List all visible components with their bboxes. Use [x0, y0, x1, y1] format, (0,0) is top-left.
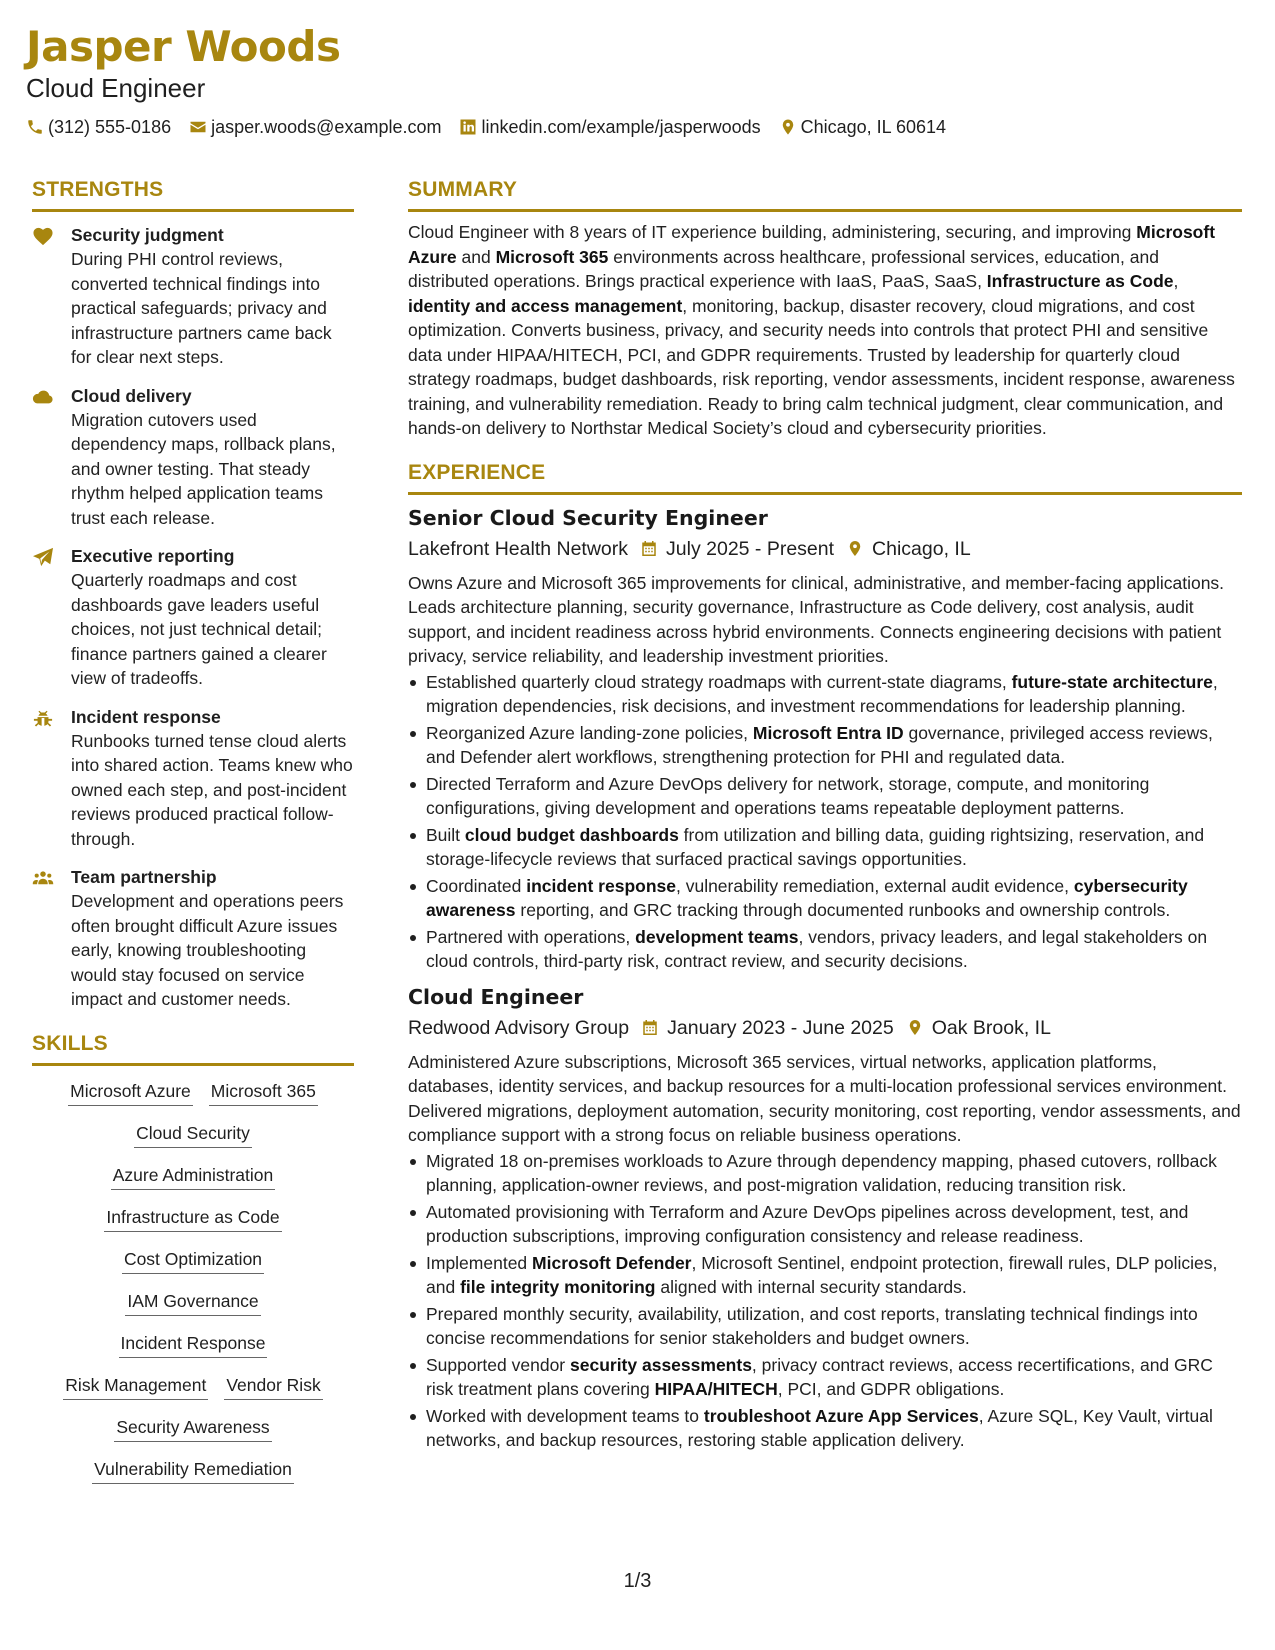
job-title: Cloud Engineer — [408, 984, 584, 1009]
map-pin-icon — [906, 1018, 924, 1037]
skills-row — [32, 1332, 354, 1358]
bug-icon — [32, 706, 71, 852]
strengths-list — [32, 224, 354, 1012]
text-segment: , privacy contract reviews, access recertifications, and GRC risk treatment plans covering — [426, 1354, 1213, 1399]
text-segment: environments across healthcare, professional services, education, and distributed operations. Brings practical experience with IaaS, PaaS, SaaS, — [408, 246, 1159, 291]
envelope-icon — [189, 118, 207, 136]
text-segment: Partnered with operations, — [426, 926, 636, 947]
cloud-icon — [32, 385, 71, 531]
heart-icon — [32, 224, 71, 370]
strength-desc: Quarterly roadmaps and cost dashboards gave leaders useful choices, not just technical detail; finance partners gained a clearer view of tradeoffs. — [71, 570, 327, 688]
bullet-item — [408, 823, 1242, 872]
bold-text: Microsoft Entra ID — [752, 722, 904, 743]
candidate-role: Cloud Engineer — [26, 73, 206, 103]
strength-item — [32, 706, 354, 852]
contact-phone[interactable] — [26, 116, 171, 138]
strength-item — [32, 224, 354, 370]
left-column — [32, 176, 354, 1500]
skills-row — [32, 1164, 354, 1190]
skills-row — [32, 1122, 354, 1148]
job-bullets — [408, 670, 1242, 974]
text-segment: , PCI, and GDPR obligations. — [777, 1379, 1005, 1399]
skill-tag: Cloud Security — [134, 1122, 252, 1148]
strength-body — [71, 545, 354, 691]
users-icon — [32, 866, 71, 1012]
skills-row — [32, 1416, 354, 1442]
job-description: Administered Azure subscriptions, Microsoft 365 services, virtual networks, application platforms, databases, identity services, and backup resources for a multi-location professional services environment. Delivered migrations, deployment automation, security monitoring, cost reporting, vendor assessments, and compliance support with a strong focus on reliable business operations. — [408, 1051, 1241, 1145]
resume-header — [26, 22, 946, 138]
skill-tag: Azure Administration — [111, 1164, 276, 1190]
text-segment: Directed Terraform and Azure DevOps delivery for network, storage, compute, and monitoring configurations, giving development and operations teams repeatable deployment patterns. — [426, 773, 1150, 818]
strength-title: Team partnership — [71, 867, 217, 887]
text-segment: , vulnerability remediation, external audit evidence, — [675, 875, 1074, 896]
strength-body — [71, 866, 354, 1012]
skill-tag: Security Awareness — [114, 1416, 271, 1442]
bullet-item — [408, 1251, 1242, 1300]
bullet-item — [408, 1353, 1242, 1402]
job-meta — [408, 1014, 1242, 1042]
text-segment: Cloud Engineer with 8 years of IT experience building, administering, securing, and improving — [408, 222, 1137, 242]
cloud-icon-svg — [32, 387, 54, 407]
bold-text: future-state architecture — [1011, 671, 1213, 692]
job-company: Lakefront Health Network — [408, 537, 629, 560]
job-title: Senior Cloud Security Engineer — [408, 505, 768, 530]
map-pin-icon — [846, 539, 864, 558]
strength-desc: Runbooks turned tense cloud alerts into shared action. Teams knew who owned each step, and post-incident reviews produced practical follow-through. — [71, 730, 353, 849]
skill-tag: Incident Response — [119, 1332, 268, 1358]
bold-text: development teams — [635, 926, 799, 947]
bug-icon-svg — [32, 708, 54, 728]
strength-title: Security judgment — [71, 225, 224, 245]
job-description: Owns Azure and Microsoft 365 improvements for clinical, administrative, and member-facing applications. Leads architecture planning, security governance, Infrastructure as Code delivery, cost analysis, audit support, and incident readiness across hybrid environments. Connects engineering decisions with patient privacy, service reliability, and leadership investment priorities. — [408, 572, 1225, 666]
skills-row — [32, 1458, 354, 1484]
bold-text: identity and access management — [408, 295, 683, 316]
job-meta — [408, 535, 1242, 563]
skill-tag: Microsoft Azure — [68, 1080, 193, 1106]
strength-body — [71, 706, 354, 852]
bullet-item — [408, 1302, 1242, 1351]
skill-tag: Vulnerability Remediation — [92, 1458, 294, 1484]
candidate-name: Jasper Woods — [26, 22, 341, 71]
skills-row — [32, 1080, 354, 1106]
map-pin-icon — [779, 118, 797, 136]
skills-row — [32, 1206, 354, 1232]
linkedin-text: linkedin.com/example/jasperwoods — [481, 117, 761, 137]
strength-title: Executive reporting — [71, 546, 235, 566]
bold-text: Microsoft Azure — [408, 222, 1216, 267]
bold-text: security assessments — [570, 1354, 752, 1375]
text-segment: and — [456, 246, 496, 267]
bold-text: Microsoft Defender — [532, 1252, 692, 1273]
job-location: Oak Brook, IL — [931, 1016, 1051, 1039]
strength-title: Cloud delivery — [71, 385, 192, 406]
location-text: Chicago, IL 60614 — [800, 117, 947, 137]
text-segment: , migration dependencies, risk decisions, and investment recommendations for leadership planning. — [426, 671, 1218, 716]
bullet-item — [408, 772, 1242, 821]
bullet-item — [408, 1200, 1242, 1249]
contact-email[interactable] — [189, 116, 441, 138]
bold-text: Microsoft 365 — [495, 246, 609, 267]
heart-icon-svg — [32, 226, 54, 246]
bold-text: troubleshoot Azure App Services — [703, 1405, 979, 1426]
bold-text: Infrastructure as Code — [986, 271, 1174, 291]
experience-list — [408, 503, 1242, 1453]
calendar-icon — [641, 1018, 659, 1037]
job-dates: July 2025 - Present — [666, 537, 835, 560]
skill-tag: Cost Optimization — [122, 1248, 264, 1274]
skill-tag: Vendor Risk — [224, 1374, 322, 1400]
right-column — [408, 176, 1242, 1455]
text-segment: , vendors, privacy leaders, and legal stakeholders on cloud controls, third-party risk, contract review, and security decisions. — [426, 926, 1208, 971]
phone-icon — [26, 118, 44, 136]
text-segment: , Azure SQL, Key Vault, virtual networks, and backup resources, restoring stable application delivery. — [426, 1405, 1213, 1450]
skills-list — [32, 1080, 354, 1484]
skill-tag: Risk Management — [63, 1374, 208, 1400]
bold-text: incident response — [526, 875, 676, 896]
text-segment: Migrated 18 on-premises workloads to Azure through dependency mapping, phased cutovers, rollback planning, application-owner reviews, and post-migration validation, reducing transition risk. — [426, 1150, 1217, 1195]
text-segment: Reorganized Azure landing-zone policies, — [426, 722, 753, 743]
page-number: 1/3 — [623, 1570, 652, 1592]
skills-heading: SKILLS — [32, 1030, 354, 1066]
experience-heading: EXPERIENCE — [408, 459, 1242, 495]
strength-desc: Development and operations peers often brought difficult Azure issues early, knowing troubleshooting would stay focused on service impact and customer needs. — [71, 891, 344, 1009]
job-dates: January 2023 - June 2025 — [667, 1016, 894, 1039]
text-segment: aligned with internal security standards. — [655, 1277, 967, 1297]
text-segment: Established quarterly cloud strategy roadmaps with current-state diagrams, — [426, 671, 1012, 692]
job-location: Chicago, IL — [872, 537, 971, 560]
text-segment: reporting, and GRC tracking through documented runbooks and ownership controls. — [515, 900, 1171, 920]
bullet-item — [408, 874, 1242, 923]
text-segment: Automated provisioning with Terraform and Azure DevOps pipelines across development, test, and production subscriptions, improving configuration consistency and release readiness. — [426, 1201, 1189, 1246]
strength-body — [71, 385, 354, 531]
text-segment: Prepared monthly security, availability, utilization, and cost reports, translating technical findings into concise recommendations for senior stakeholders and budget owners. — [426, 1303, 1198, 1348]
bold-text: file integrity monitoring — [460, 1277, 656, 1297]
users-icon-svg — [32, 868, 54, 888]
strength-item — [32, 545, 354, 691]
job-entry — [408, 503, 1242, 974]
bullet-item — [408, 925, 1242, 974]
contact-location — [779, 116, 946, 138]
bullet-item — [408, 670, 1242, 719]
linkedin-icon — [459, 118, 477, 136]
text-segment: from utilization and billing data, guiding rightsizing, reservation, and storage-lifecycle reviews that surfaced practical savings opportunities. — [426, 824, 1205, 869]
bold-text: cybersecurity awareness — [426, 875, 1188, 920]
text-segment: Worked with development teams to — [426, 1405, 704, 1426]
bold-text: cloud budget dashboards — [464, 824, 679, 845]
paper-plane-icon — [32, 545, 71, 691]
skills-row — [32, 1290, 354, 1316]
strength-title: Incident response — [71, 706, 221, 727]
skill-tag: Microsoft 365 — [209, 1080, 318, 1106]
job-entry — [408, 982, 1242, 1453]
summary-text — [408, 220, 1242, 441]
job-bullets — [408, 1149, 1242, 1453]
text-segment: Implemented — [426, 1252, 533, 1273]
job-company: Redwood Advisory Group — [408, 1016, 630, 1039]
contact-linkedin[interactable] — [459, 116, 760, 138]
bullet-item — [408, 1149, 1242, 1198]
paper-plane-icon-svg — [32, 547, 54, 567]
summary-heading: SUMMARY — [408, 176, 1242, 212]
text-segment: , — [1173, 271, 1179, 291]
phone-text: (312) 555-0186 — [48, 117, 172, 137]
email-text: jasper.woods@example.com — [211, 117, 442, 137]
strengths-heading: STRENGTHS — [32, 176, 354, 212]
text-segment: Built — [426, 824, 465, 845]
contact-bar — [26, 116, 946, 138]
text-segment: governance, privileged access reviews, and Defender alert workflows, strengthening protection for PHI and regulated data. — [426, 722, 1213, 767]
strength-item — [32, 385, 354, 531]
text-segment: Supported vendor — [426, 1354, 570, 1375]
strength-body — [71, 224, 354, 370]
skills-row — [32, 1248, 354, 1274]
skill-tag: Infrastructure as Code — [104, 1206, 281, 1232]
strength-desc: Migration cutovers used dependency maps, rollback plans, and owner testing. That steady rhythm helped application teams trust each release. — [71, 409, 336, 528]
skills-row — [32, 1374, 354, 1400]
skill-tag: IAM Governance — [125, 1290, 260, 1316]
text-segment: , Microsoft Sentinel, endpoint protection, firewall rules, DLP policies, and — [426, 1252, 1218, 1297]
bullet-item — [408, 1404, 1242, 1453]
strength-item — [32, 866, 354, 1012]
calendar-icon — [640, 539, 658, 558]
strength-desc: During PHI control reviews, converted technical findings into practical safeguards; privacy and infrastructure partners came back for clear next steps. — [71, 249, 332, 367]
bullet-item — [408, 721, 1242, 770]
text-segment: , monitoring, backup, disaster recovery, cloud migrations, and cost optimization. Converts business, privacy, and security needs into controls that protect PHI and sensitive data under HIPAA/HITECH, PCI, and GDPR requirements. Trusted by leadership for quarterly cloud strategy roadmaps, budget dashboards, risk reporting, vendor assessments, incident response, awareness training, and vulnerability remediation. Ready to bring calm technical judgment, clear communication, and hands-on delivery to Northstar Medical Society’s cloud and cybersecurity priorities. — [408, 295, 1235, 438]
text-segment: Coordinated — [426, 875, 527, 896]
bold-text: HIPAA/HITECH — [654, 1379, 778, 1399]
